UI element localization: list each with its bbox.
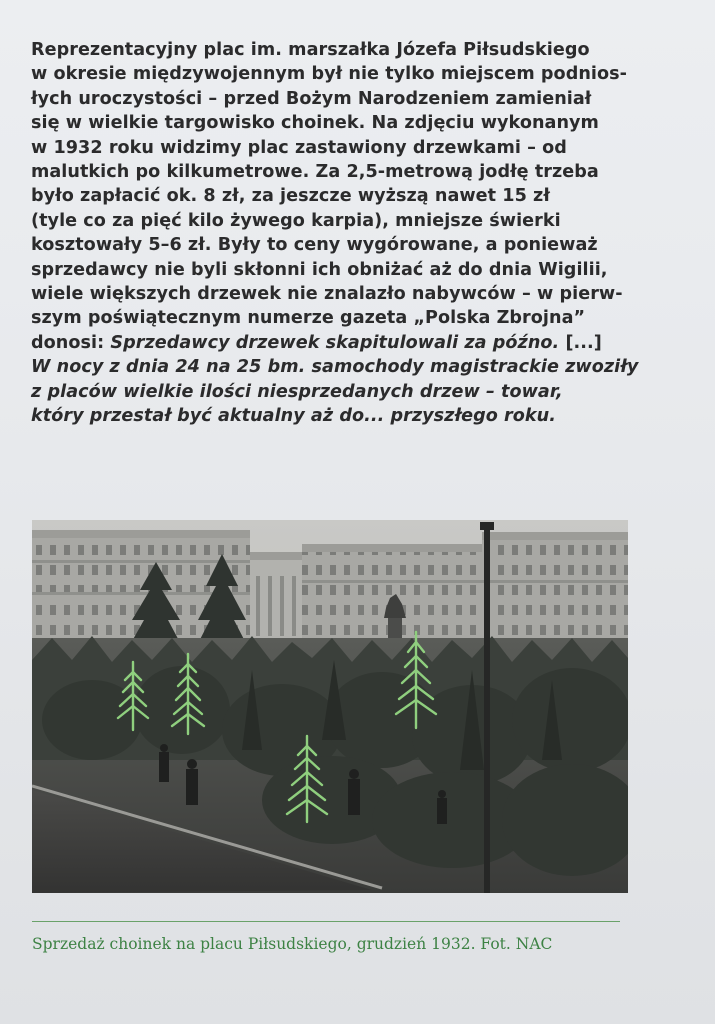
quote-line: który przestał być aktualny aż do... przyszłego roku. bbox=[31, 406, 556, 427]
quote-segment: Sprzedawcy drzewek skapitulowali za późno. bbox=[110, 332, 560, 353]
text-line-mixed bbox=[31, 331, 691, 355]
text-line: się w wielkie targowisko choinek. Na zdjęciu wykonanym bbox=[31, 113, 599, 134]
caption-divider bbox=[32, 921, 620, 922]
photo-caption: Sprzedaż choinek na placu Piłsudskiego, grudzień 1932. Fot. NAC bbox=[32, 935, 553, 953]
text-line: sprzedawcy nie byli skłonni ich obniżać aż do dnia Wigilii, bbox=[31, 259, 608, 280]
text-segment: donosi: bbox=[31, 332, 111, 353]
text-line: w okresie międzywojennym był nie tylko miejscem podnios- bbox=[31, 64, 628, 85]
text-line: Reprezentacyjny plac im. marszałka Józefa Piłsudskiego bbox=[31, 40, 590, 60]
text-line: łych uroczystości – przed Bożym Narodzeniem zamieniał bbox=[31, 88, 592, 109]
article-text bbox=[31, 38, 691, 429]
text-line: było zapłacić ok. 8 zł, za jeszcze wyższą nawet 15 zł bbox=[31, 186, 550, 207]
quote-line: W nocy z dnia 24 na 25 bm. samochody magistrackie zwoziły bbox=[31, 357, 639, 378]
photo-illustration bbox=[32, 520, 628, 893]
text-line: w 1932 roku widzimy plac zastawiony drzewkami – od bbox=[31, 137, 567, 158]
text-segment: [...] bbox=[559, 332, 602, 353]
text-line: (tyle co za pięć kilo żywego karpia), mniejsze świerki bbox=[31, 210, 561, 231]
text-line: szym poświątecznym numerze gazeta „Polska Zbrojna” bbox=[31, 308, 586, 329]
text-line: malutkich po kilkumetrowe. Za 2,5-metrową jodłę trzeba bbox=[31, 162, 599, 183]
text-line: wiele większych drzewek nie znalazło nabywców – w pierw- bbox=[31, 284, 623, 305]
quote-line: z placów wielkie ilości niesprzedanych drzew – towar, bbox=[31, 381, 563, 402]
historical-photo bbox=[32, 520, 628, 893]
text-line: kosztowały 5–6 zł. Były to ceny wygórowane, a ponieważ bbox=[31, 235, 598, 256]
building-facade bbox=[32, 530, 628, 648]
